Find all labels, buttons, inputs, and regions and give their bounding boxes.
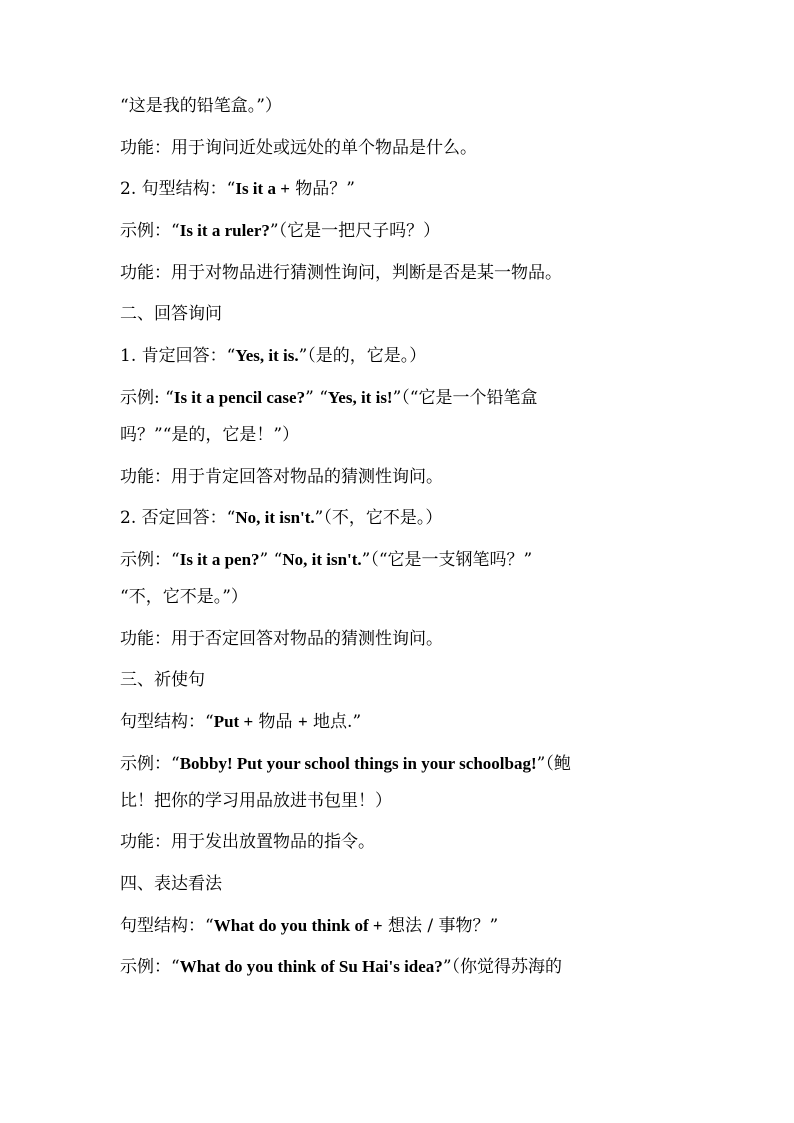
text-line: 2. 否定回答：“No, it isn't.”（不，它不是。） — [120, 508, 443, 529]
text-line: 功能：用于否定回答对物品的猜测性询问。 — [120, 628, 443, 649]
text-line: 示例：“Bobby! Put your school things in your schoolbag!”（鲍 — [120, 753, 571, 774]
text-line: 功能：用于肯定回答对物品的猜测性询问。 — [120, 466, 443, 487]
text-line: 示例：“What do you think of Su Hai's idea?”（你觉得苏海的 — [120, 957, 563, 978]
text-line: 1. 肯定回答：“Yes, it is.”（是的，它是。） — [120, 346, 427, 367]
text-line: 吗？”“是的，它是！”） — [120, 424, 300, 445]
text-line: 示例：“Is it a pen?” “No, it isn't.”（“它是一支钢笔吗？” — [120, 549, 533, 570]
text-line: “这是我的铅笔盒。”） — [120, 96, 282, 116]
section-heading: 四、表达看法 — [120, 874, 222, 894]
text-line: 示例：“Is it a ruler?”（它是一把尺子吗？） — [120, 221, 441, 242]
section-heading: 三、祈使句 — [120, 670, 205, 691]
text-line: 功能：用于发出放置物品的指令。 — [120, 832, 375, 853]
text-line: 功能：用于对物品进行猜测性询问，判断是否是某一物品。 — [120, 262, 562, 283]
text-line: 功能：用于询问近处或远处的单个物品是什么。 — [120, 137, 477, 158]
text-line: 示例: “Is it a pencil case?” “Yes, it is!”（“它是一个铅笔盒 — [120, 387, 538, 408]
text-line: 句型结构：“Put + 物品 + 地点.” — [120, 711, 362, 732]
text-line: 句型结构：“What do you think of + 想法 / 事物？” — [120, 915, 499, 936]
text-line: “不，它不是。”） — [120, 586, 248, 607]
section-heading: 二、回答询问 — [120, 304, 222, 325]
text-line: 比！把你的学习用品放进书包里！） — [120, 790, 392, 811]
text-line: 2. 句型结构：“Is it a + 物品？” — [120, 179, 355, 200]
document-body — [120, 96, 680, 999]
